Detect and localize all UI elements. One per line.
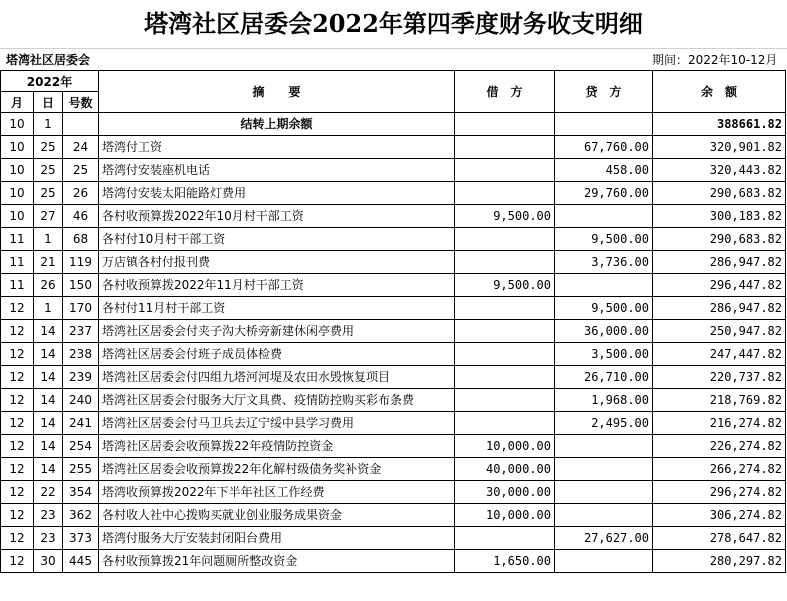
voucher-number-cell: 237 <box>63 320 99 343</box>
balance-cell: 247,447.82 <box>653 343 786 366</box>
credit-cell <box>555 504 653 527</box>
summary-cell: 各村付10月村干部工资 <box>99 228 455 251</box>
day-cell: 14 <box>34 435 63 458</box>
month-cell: 11 <box>1 274 34 297</box>
balance-cell: 218,769.82 <box>653 389 786 412</box>
day-cell: 14 <box>34 366 63 389</box>
balance-cell: 278,647.82 <box>653 527 786 550</box>
debit-cell: 40,000.00 <box>455 458 555 481</box>
summary-cell: 塔湾社区居委会付班子成员体检费 <box>99 343 455 366</box>
divider <box>0 48 787 49</box>
summary-cell: 各村收人社中心拨购买就业创业服务成果资金 <box>99 504 455 527</box>
debit-cell <box>455 343 555 366</box>
voucher-number-cell: 170 <box>63 297 99 320</box>
table-row <box>1 251 786 274</box>
debit-cell: 10,000.00 <box>455 504 555 527</box>
summary-cell: 结转上期余额 <box>99 113 455 136</box>
credit-cell: 26,710.00 <box>555 366 653 389</box>
day-cell: 21 <box>34 251 63 274</box>
table-row <box>1 159 786 182</box>
credit-cell: 36,000.00 <box>555 320 653 343</box>
balance-header: 余 额 <box>653 71 786 113</box>
debit-cell <box>455 228 555 251</box>
credit-cell: 3,500.00 <box>555 343 653 366</box>
day-cell: 14 <box>34 320 63 343</box>
month-cell: 10 <box>1 113 34 136</box>
month-cell: 12 <box>1 297 34 320</box>
day-cell: 27 <box>34 205 63 228</box>
credit-cell <box>555 205 653 228</box>
credit-cell: 27,627.00 <box>555 527 653 550</box>
month-cell: 12 <box>1 550 34 573</box>
day-cell: 1 <box>34 297 63 320</box>
summary-header: 摘 要 <box>99 71 455 113</box>
balance-cell: 388661.82 <box>653 113 786 136</box>
table-row <box>1 527 786 550</box>
org-name: 塔湾社区居委会 <box>6 53 91 67</box>
month-cell: 12 <box>1 527 34 550</box>
day-cell: 22 <box>34 481 63 504</box>
year-header: 2022年 <box>1 71 99 92</box>
ledger-table <box>0 70 786 573</box>
voucher-number-cell: 373 <box>63 527 99 550</box>
credit-cell: 67,760.00 <box>555 136 653 159</box>
voucher-number-cell: 46 <box>63 205 99 228</box>
voucher-number-cell: 362 <box>63 504 99 527</box>
credit-cell: 3,736.00 <box>555 251 653 274</box>
month-cell: 12 <box>1 481 34 504</box>
credit-cell <box>555 435 653 458</box>
voucher-number-cell <box>63 113 99 136</box>
debit-cell <box>455 527 555 550</box>
debit-header: 借 方 <box>455 71 555 113</box>
summary-cell: 塔湾社区居委会付四组九塔河河堤及农田水毁恢复项目 <box>99 366 455 389</box>
table-row <box>1 182 786 205</box>
month-cell: 12 <box>1 435 34 458</box>
month-cell: 10 <box>1 182 34 205</box>
voucher-number-cell: 238 <box>63 343 99 366</box>
day-cell: 1 <box>34 228 63 251</box>
summary-cell: 各村收预算拨21年问题厕所整改资金 <box>99 550 455 573</box>
voucher-number-cell: 150 <box>63 274 99 297</box>
balance-cell: 220,737.82 <box>653 366 786 389</box>
credit-cell <box>555 113 653 136</box>
table-row <box>1 320 786 343</box>
month-cell: 10 <box>1 159 34 182</box>
balance-cell: 320,443.82 <box>653 159 786 182</box>
balance-cell: 306,274.82 <box>653 504 786 527</box>
credit-cell <box>555 481 653 504</box>
summary-cell: 各村收预算拨2022年10月村干部工资 <box>99 205 455 228</box>
balance-cell: 290,683.82 <box>653 182 786 205</box>
month-header: 月 <box>1 92 34 113</box>
debit-cell: 9,500.00 <box>455 274 555 297</box>
debit-cell: 1,650.00 <box>455 550 555 573</box>
voucher-number-cell: 445 <box>63 550 99 573</box>
balance-cell: 300,183.82 <box>653 205 786 228</box>
voucher-number-cell: 26 <box>63 182 99 205</box>
voucher-number-cell: 240 <box>63 389 99 412</box>
table-row <box>1 550 786 573</box>
debit-cell <box>455 366 555 389</box>
page-title: 塔湾社区居委会2022年第四季度财务收支明细 <box>144 9 643 38</box>
day-cell: 14 <box>34 343 63 366</box>
credit-cell: 2,495.00 <box>555 412 653 435</box>
debit-cell <box>455 389 555 412</box>
month-cell: 10 <box>1 205 34 228</box>
credit-cell <box>555 274 653 297</box>
summary-cell: 塔湾社区居委会收预算拨22年疫情防控资金 <box>99 435 455 458</box>
voucher-number-cell: 354 <box>63 481 99 504</box>
month-cell: 11 <box>1 251 34 274</box>
voucher-number-cell: 255 <box>63 458 99 481</box>
debit-cell <box>455 412 555 435</box>
voucher-number-cell: 24 <box>63 136 99 159</box>
month-cell: 12 <box>1 343 34 366</box>
credit-cell <box>555 458 653 481</box>
voucher-number-cell: 241 <box>63 412 99 435</box>
balance-cell: 226,274.82 <box>653 435 786 458</box>
day-cell: 30 <box>34 550 63 573</box>
month-cell: 12 <box>1 389 34 412</box>
no-header: 号数 <box>63 92 99 113</box>
day-cell: 14 <box>34 389 63 412</box>
balance-cell: 280,297.82 <box>653 550 786 573</box>
day-cell: 23 <box>34 527 63 550</box>
balance-cell: 286,947.82 <box>653 251 786 274</box>
summary-cell: 塔湾付安装太阳能路灯费用 <box>99 182 455 205</box>
month-cell: 10 <box>1 136 34 159</box>
debit-cell: 10,000.00 <box>455 435 555 458</box>
debit-cell <box>455 113 555 136</box>
voucher-number-cell: 254 <box>63 435 99 458</box>
month-cell: 11 <box>1 228 34 251</box>
ledger-body <box>1 113 786 573</box>
month-cell: 12 <box>1 412 34 435</box>
table-row <box>1 366 786 389</box>
summary-cell: 塔湾付工资 <box>99 136 455 159</box>
table-row <box>1 343 786 366</box>
credit-cell: 29,760.00 <box>555 182 653 205</box>
balance-cell: 320,901.82 <box>653 136 786 159</box>
table-row <box>1 504 786 527</box>
summary-cell: 万店镇各村付报刊费 <box>99 251 455 274</box>
table-row <box>1 481 786 504</box>
table-row <box>1 228 786 251</box>
debit-cell: 9,500.00 <box>455 205 555 228</box>
summary-cell: 塔湾社区居委会收预算拨22年化解村级债务奖补资金 <box>99 458 455 481</box>
table-row <box>1 136 786 159</box>
summary-cell: 塔湾社区居委会付夹子沟大桥旁新建休闲亭费用 <box>99 320 455 343</box>
voucher-number-cell: 68 <box>63 228 99 251</box>
month-cell: 12 <box>1 320 34 343</box>
voucher-number-cell: 25 <box>63 159 99 182</box>
summary-cell: 塔湾付服务大厅安装封闭阳台费用 <box>99 527 455 550</box>
summary-cell: 塔湾付安装座机电话 <box>99 159 455 182</box>
balance-cell: 290,683.82 <box>653 228 786 251</box>
balance-cell: 266,274.82 <box>653 458 786 481</box>
credit-cell: 9,500.00 <box>555 297 653 320</box>
table-row <box>1 412 786 435</box>
debit-cell <box>455 182 555 205</box>
day-cell: 26 <box>34 274 63 297</box>
table-row <box>1 389 786 412</box>
table-row <box>1 435 786 458</box>
day-cell: 1 <box>34 113 63 136</box>
voucher-number-cell: 239 <box>63 366 99 389</box>
table-row <box>1 113 786 136</box>
table-row <box>1 458 786 481</box>
month-cell: 12 <box>1 504 34 527</box>
voucher-number-cell: 119 <box>63 251 99 274</box>
balance-cell: 286,947.82 <box>653 297 786 320</box>
credit-cell: 458.00 <box>555 159 653 182</box>
summary-cell: 各村付11月村干部工资 <box>99 297 455 320</box>
table-row <box>1 274 786 297</box>
summary-cell: 各村收预算拨2022年11月村干部工资 <box>99 274 455 297</box>
debit-cell <box>455 159 555 182</box>
day-cell: 14 <box>34 458 63 481</box>
debit-cell <box>455 297 555 320</box>
period-label: 期间：2022年10-12月 <box>652 53 778 67</box>
table-row <box>1 205 786 228</box>
day-cell: 23 <box>34 504 63 527</box>
table-row <box>1 297 786 320</box>
day-header: 日 <box>34 92 63 113</box>
day-cell: 25 <box>34 182 63 205</box>
balance-cell: 216,274.82 <box>653 412 786 435</box>
summary-cell: 塔湾社区居委会付马卫兵去辽宁绥中县学习费用 <box>99 412 455 435</box>
credit-header: 贷 方 <box>555 71 653 113</box>
summary-cell: 塔湾收预算拨2022年下半年社区工作经费 <box>99 481 455 504</box>
balance-cell: 296,274.82 <box>653 481 786 504</box>
credit-cell <box>555 550 653 573</box>
day-cell: 25 <box>34 136 63 159</box>
debit-cell <box>455 320 555 343</box>
credit-cell: 9,500.00 <box>555 228 653 251</box>
day-cell: 14 <box>34 412 63 435</box>
debit-cell <box>455 251 555 274</box>
balance-cell: 296,447.82 <box>653 274 786 297</box>
debit-cell <box>455 136 555 159</box>
credit-cell: 1,968.00 <box>555 389 653 412</box>
debit-cell: 30,000.00 <box>455 481 555 504</box>
month-cell: 12 <box>1 366 34 389</box>
month-cell: 12 <box>1 458 34 481</box>
day-cell: 25 <box>34 159 63 182</box>
balance-cell: 250,947.82 <box>653 320 786 343</box>
summary-cell: 塔湾社区居委会付服务大厅文具费、疫情防控购买彩布条费 <box>99 389 455 412</box>
